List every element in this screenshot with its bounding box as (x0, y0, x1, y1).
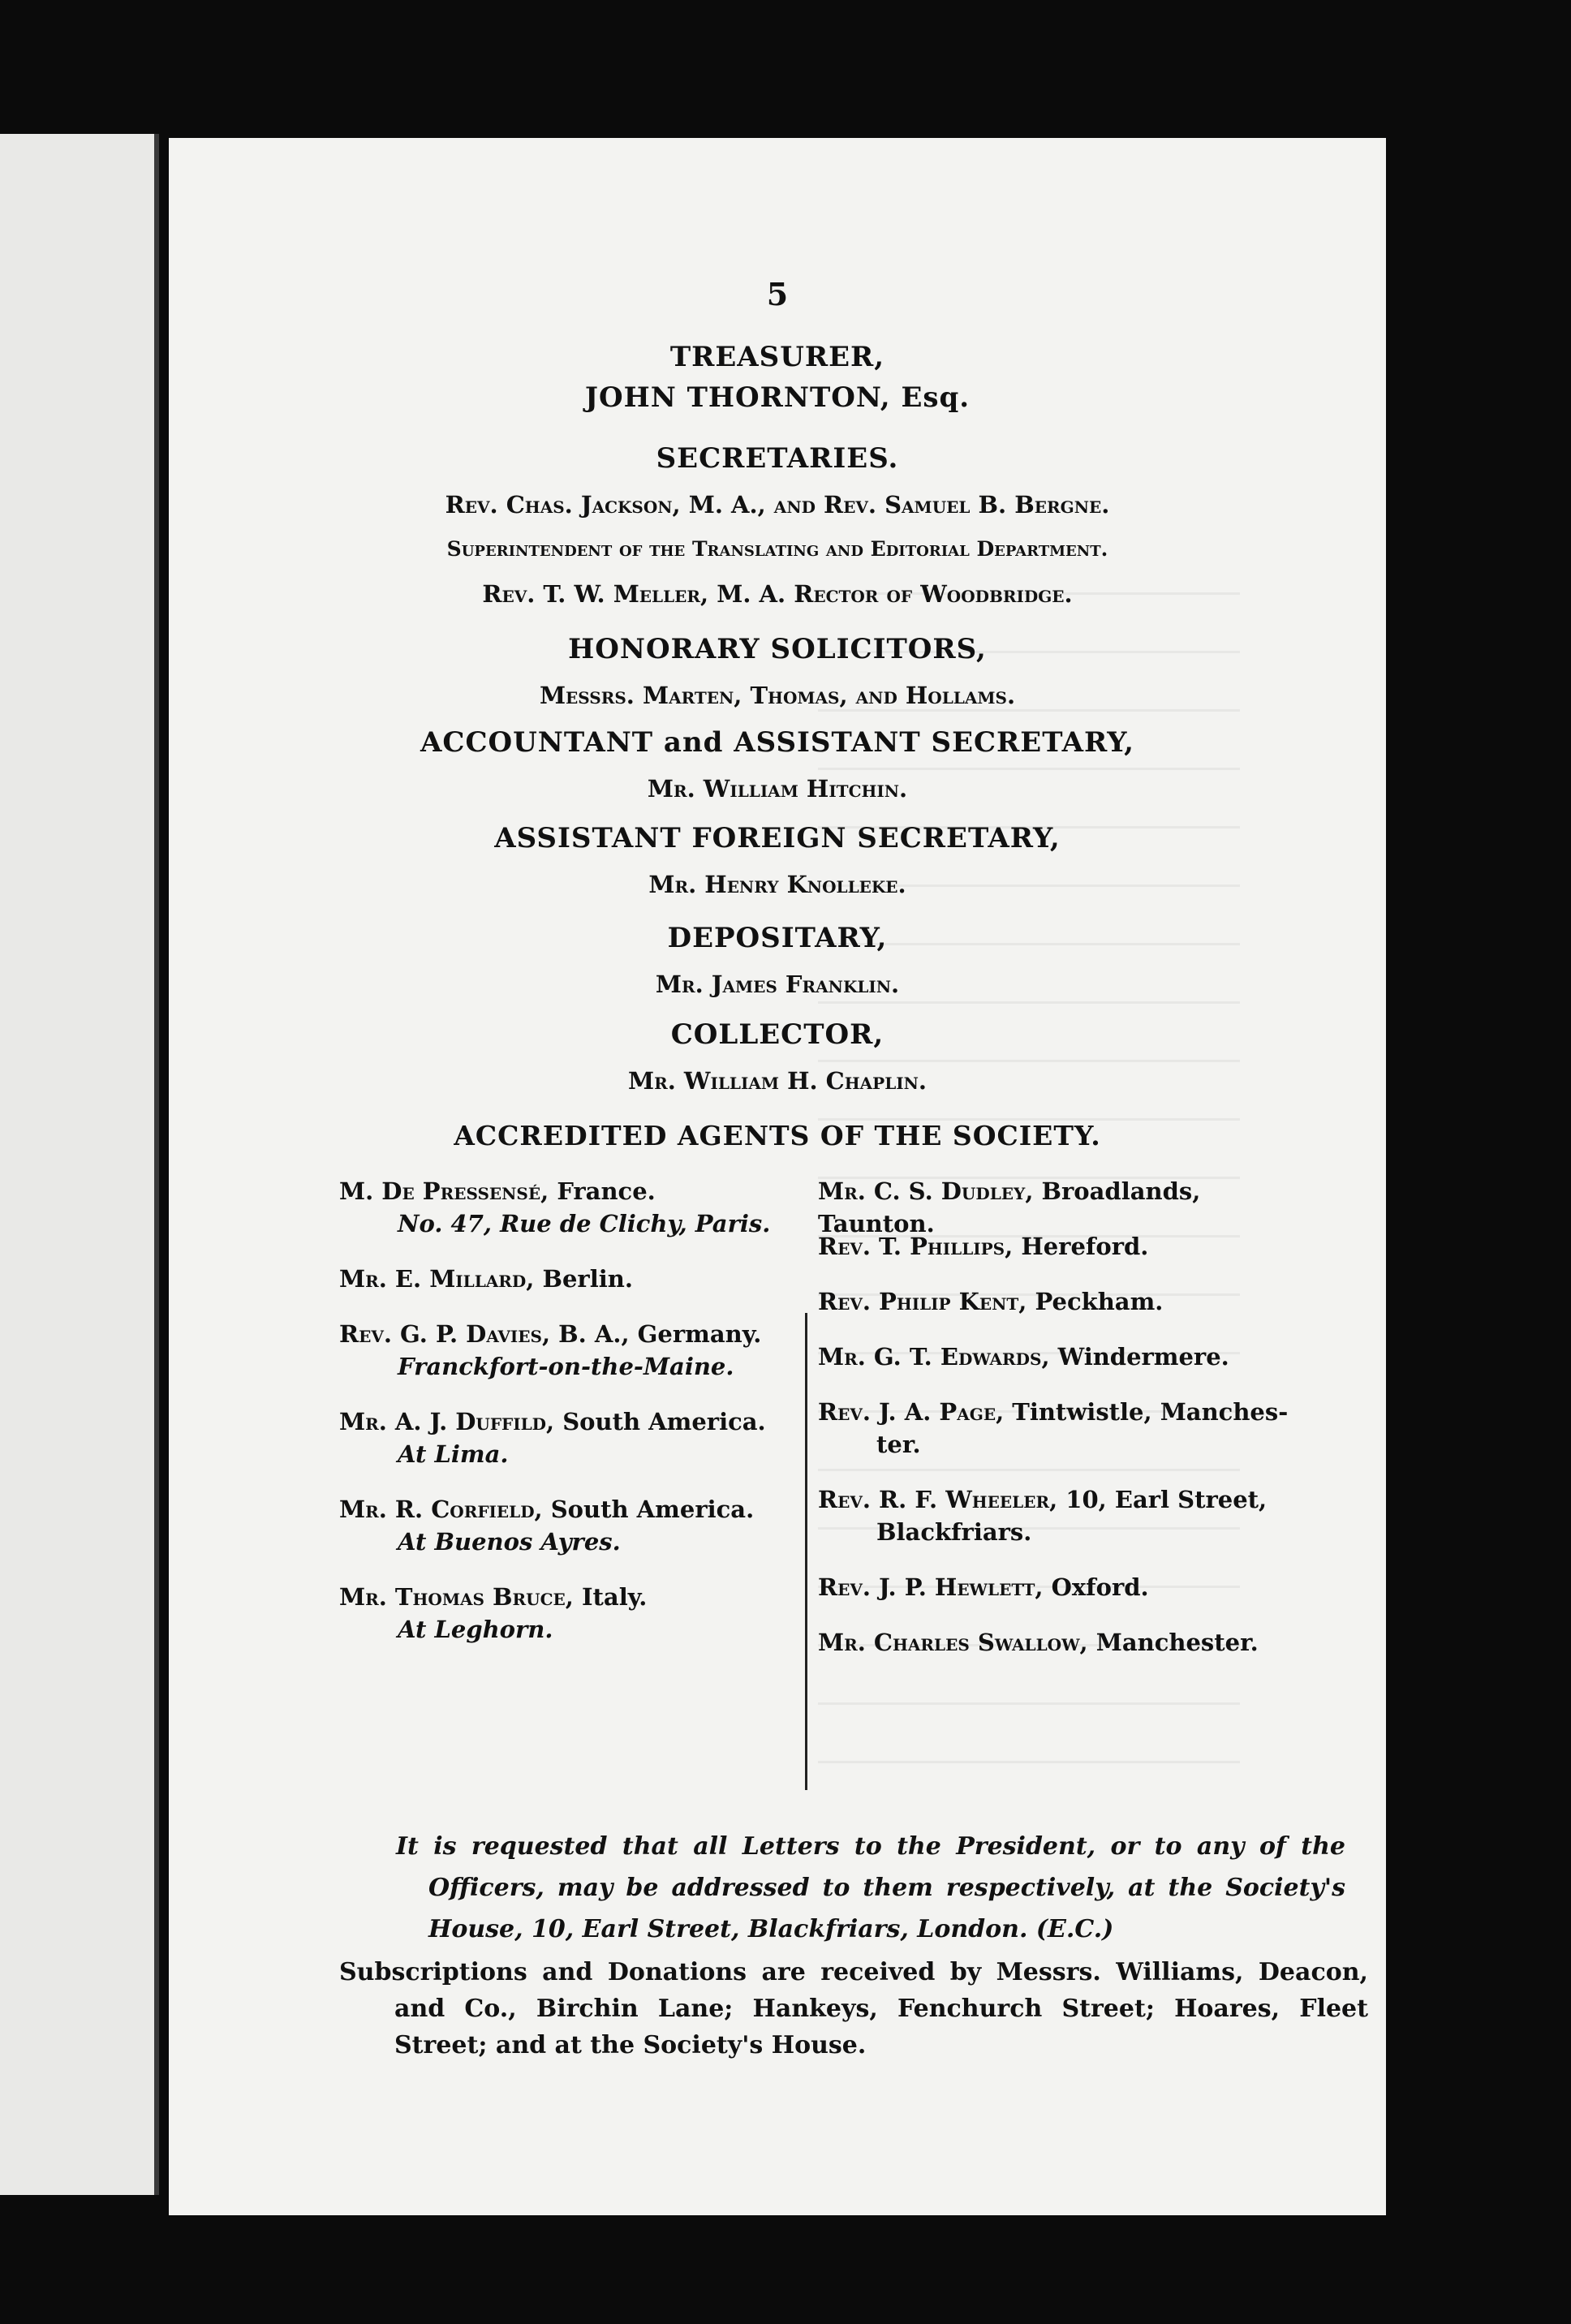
agent-address: At Lima. (398, 1440, 509, 1468)
agent-name: Rev. G. P. Davies (339, 1320, 542, 1348)
agent-name: Mr. Thomas Bruce (339, 1583, 566, 1611)
agent-place: , Berlin. (526, 1265, 633, 1293)
agent-place: , South America. (546, 1408, 766, 1435)
agent-name: Mr. E. Millard (339, 1265, 527, 1293)
subscriptions-lead: Subscriptions and Donations are received by Messrs. Williams, Deacon, and (339, 1958, 1368, 2023)
agent-place: , Hereford. (1005, 1233, 1149, 1260)
page-number: 5 (766, 276, 789, 312)
agent-place: , France. (540, 1177, 656, 1205)
treasurer-heading: TREASURER, (669, 341, 885, 373)
agent-name: Mr. C. S. Dudley (818, 1177, 1026, 1205)
column-divider (805, 1313, 807, 1790)
foreign-secretary-heading: ASSISTANT FOREIGN SECRETARY, (494, 822, 1061, 854)
treasurer-name: JOHN THORNTON, Esq. (584, 381, 971, 414)
collector-heading: COLLECTOR, (670, 1018, 884, 1051)
adjacent-page-edge (0, 134, 158, 2195)
agent-entry (818, 1230, 1305, 1263)
agent-continuation: Blackfriars. (876, 1518, 1032, 1546)
agent-name: Rev. R. F. Wheeler (818, 1486, 1050, 1513)
agent-address: At Leghorn. (398, 1616, 553, 1643)
binding-gutter (154, 134, 159, 2195)
superintendent-heading: Superintendent of the Translating and Editorial Department. (446, 537, 1108, 561)
superintendent-name: Rev. T. W. Meller, M. A. Rector of Woodbridge. (482, 580, 1073, 608)
agent-entry (818, 1285, 1305, 1318)
agent-name: Rev. J. P. Hewlett (818, 1573, 1035, 1601)
agent-name: M. De Pressensé (339, 1177, 541, 1205)
agent-place: , Tintwistle, Manches- (996, 1398, 1289, 1426)
agent-continuation: ter. (876, 1431, 921, 1458)
accountant-name: Mr. William Hitchin. (647, 775, 908, 803)
agent-entry (818, 1341, 1305, 1373)
agent-address: Franckfort-on-the-Maine. (398, 1353, 734, 1380)
agent-place: , Windermere. (1041, 1343, 1229, 1371)
depositary-name: Mr. James Franklin. (655, 970, 900, 998)
agent-place: , Broadlands, Taunton. (818, 1177, 1201, 1237)
agent-place: , Peckham. (1018, 1288, 1164, 1315)
agent-entry (818, 1483, 1305, 1548)
agent-name: Mr. A. J. Duffild (339, 1408, 547, 1435)
accountant-heading: ACCOUNTANT and ASSISTANT SECRETARY, (420, 726, 1134, 759)
agent-entry (818, 1571, 1305, 1603)
agent-name: Mr. G. T. Edwards (818, 1343, 1042, 1371)
agent-place: , Oxford. (1035, 1573, 1149, 1601)
agent-place: , Manchester. (1079, 1629, 1259, 1656)
solicitors-heading: HONORARY SOLICITORS, (568, 633, 987, 665)
agent-name: Rev. Philip Kent (818, 1288, 1019, 1315)
letters-notice: It is requested that all Letters to the President, or to any of the Officers, may be addressed to them respectively, at the Society's House, 10, Earl Street, Blackfriars, London. (E.C.) (396, 1832, 1345, 1943)
agent-entry (818, 1626, 1305, 1659)
agent-name: Rev. J. A. Page (818, 1398, 996, 1426)
agent-place: , B. A., Germany. (541, 1320, 762, 1348)
agent-place: , Italy. (565, 1583, 648, 1611)
secretaries-names: Rev. Chas. Jackson, M. A., and Rev. Samuel B. Bergne. (445, 491, 1110, 519)
depositary-heading: DEPOSITARY, (667, 922, 888, 954)
agent-address: No. 47, Rue de Clichy, Paris. (398, 1210, 771, 1237)
solicitors-names: Messrs. Marten, Thomas, and Hollams. (539, 682, 1016, 709)
agent-place: , 10, Earl Street, (1049, 1486, 1268, 1513)
foreign-secretary-name: Mr. Henry Knolleke. (648, 871, 906, 898)
subscriptions-notice (339, 1954, 1368, 2064)
agent-address: At Buenos Ayres. (398, 1528, 621, 1556)
agent-name: Mr. Charles Swallow (818, 1629, 1080, 1656)
subscriptions-rest: Co., Birchin Lane; Hankeys, Fenchurch Street; Hoares, Fleet Street; and at the Society's House. (394, 1995, 1368, 2059)
collector-name: Mr. William H. Chaplin. (628, 1067, 927, 1095)
secretaries-heading: SECRETARIES. (656, 442, 899, 475)
agent-name: Mr. R. Corfield (339, 1496, 535, 1523)
document-page (169, 138, 1386, 2215)
agent-entry (818, 1396, 1305, 1461)
agents-heading: ACCREDITED AGENTS OF THE SOCIETY. (454, 1120, 1101, 1151)
agent-place: , South America. (534, 1496, 755, 1523)
agent-name: Rev. T. Phillips (818, 1233, 1005, 1260)
